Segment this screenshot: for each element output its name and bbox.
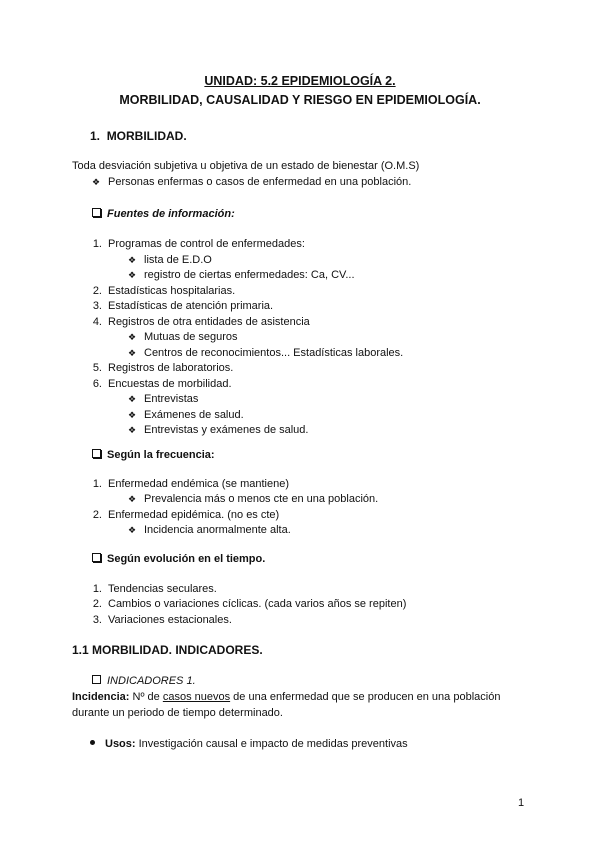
definition-text: Toda desviación subjetiva u objetiva de un estado de bienestar (O.M.S) [72,160,420,172]
section-label: MORBILIDAD. [106,129,187,143]
sub-list-item-text: Exámenes de salud. [144,408,244,421]
document-subtitle: MORBILIDAD, CAUSALIDAD Y RIESGO EN EPIDEMIOLOGÍA. [119,93,481,107]
sub-list-item-text: Centros de reconocimientos... Estadísticas laborales. [144,346,404,359]
diamond-bullet-icon: ❖ [128,347,137,358]
diamond-bullet-icon: ❖ [128,332,137,342]
list-item-number: 6. [92,377,102,390]
incidencia-pre: Nº de [129,691,163,703]
usos-line [90,737,408,751]
sub-list-item-text: Incidencia anormalmente alta. [144,523,291,536]
incidencia-label: Incidencia: [72,691,130,703]
list-item-text: Registros de laboratorios. [108,362,234,374]
fuentes-heading-text: Fuentes de información: [107,208,235,220]
page-number: 1 [518,797,525,809]
indicadores-text: INDICADORES 1. [107,675,196,687]
list-item-number: 2. [92,598,102,611]
list-item-number: 1. [92,478,102,490]
sub-list-item [128,523,291,537]
sub-list-item-text: Prevalencia más o menos cte en una población. [144,493,379,506]
section-indicadores-heading: 1.1 MORBILIDAD. INDICADORES. [72,643,263,657]
sub-list-item [128,392,198,406]
sub-list-item-text: lista de E.D.O [144,253,212,266]
evolucion-heading [92,552,265,566]
diamond-bullet-icon: ❖ [128,270,137,280]
list-item-text: Estadísticas de atención primaria. [108,300,274,312]
indicadores-subheading [92,674,196,688]
usos-label: Usos: [105,738,136,750]
checkbox-square-icon [92,553,101,562]
list-item-number: 2. [92,508,102,521]
title-unit: UNIDAD: 5.2 EPIDEMIOLOGÍA 2. [204,74,396,88]
incidencia-post: de una enfermedad que se producen en una población [230,691,501,703]
sub-list-item [128,346,403,360]
list-item-text: Enfermedad endémica (se mantiene) [108,478,289,490]
list-item-text: Tendencias seculares. [108,583,217,595]
evolucion-heading-text: Según evolución en el tiempo. [107,553,266,565]
list-item-text: Registros de otra entidades de asistencia [108,315,310,328]
list-item-text: Estadísticas hospitalarias. [108,284,236,297]
list-item-text: Enfermedad epidémica. (no es cte) [108,508,280,521]
sub-list-item-text: Entrevistas [144,393,199,405]
sub-list-item [128,408,244,422]
sub-list-item [128,423,308,437]
definition-bullet [92,175,411,189]
incidencia-line-2: durante un periodo de tiempo determinado. [72,707,283,719]
list-item-number: 2. [92,284,102,297]
frecuencia-heading-text: Según la frecuencia: [107,449,215,461]
list-item-text: Programas de control de enfermedades: [108,238,305,250]
sub-list-item [128,268,355,282]
list-item-text: Variaciones estacionales. [108,613,232,626]
frecuencia-heading [92,448,215,462]
diamond-bullet-icon: ❖ [92,177,101,187]
section-morbilidad-heading [90,129,187,143]
sub-list-item [128,492,378,506]
usos-text: Investigación causal e impacto de medidas preventivas [135,738,408,750]
diamond-bullet-icon: ❖ [128,409,137,420]
list-item-text: Encuestas de morbilidad. [108,377,232,390]
sub-list-item [128,253,212,267]
section-number: 1. [90,129,101,143]
sub-list-item-text: Entrevistas y exámenes de salud. [144,424,309,436]
checkbox-square-icon [92,675,101,684]
list-item-number: 1. [92,583,102,595]
incidencia-line [72,690,500,704]
list-item-text: Cambios o variaciones cíclicas. (cada varios años se repiten) [108,598,407,611]
definition-bullet-text: Personas enfermas o casos de enfermedad en una población. [108,176,412,188]
document-title [0,74,600,88]
incidencia-underlined: casos nuevos [162,691,231,703]
diamond-bullet-icon: ❖ [128,394,137,404]
bullet-dot-icon [90,740,95,745]
diamond-bullet-icon: ❖ [128,494,137,505]
sub-list-item-text: registro de ciertas enfermedades: Ca, CV... [144,269,355,281]
list-item-number: 3. [92,613,102,626]
checkbox-square-icon [92,208,101,217]
fuentes-heading [92,207,235,221]
list-item-number: 3. [92,300,102,312]
list-item-number: 5. [92,362,102,374]
sub-list-item-text: Mutuas de seguros [144,331,238,343]
list-item-number: 1. [92,238,102,250]
diamond-bullet-icon: ❖ [128,524,137,535]
checkbox-square-icon [92,449,101,458]
diamond-bullet-icon: ❖ [128,425,137,435]
diamond-bullet-icon: ❖ [128,254,137,265]
sub-list-item [128,330,238,344]
list-item-number: 4. [92,315,102,328]
